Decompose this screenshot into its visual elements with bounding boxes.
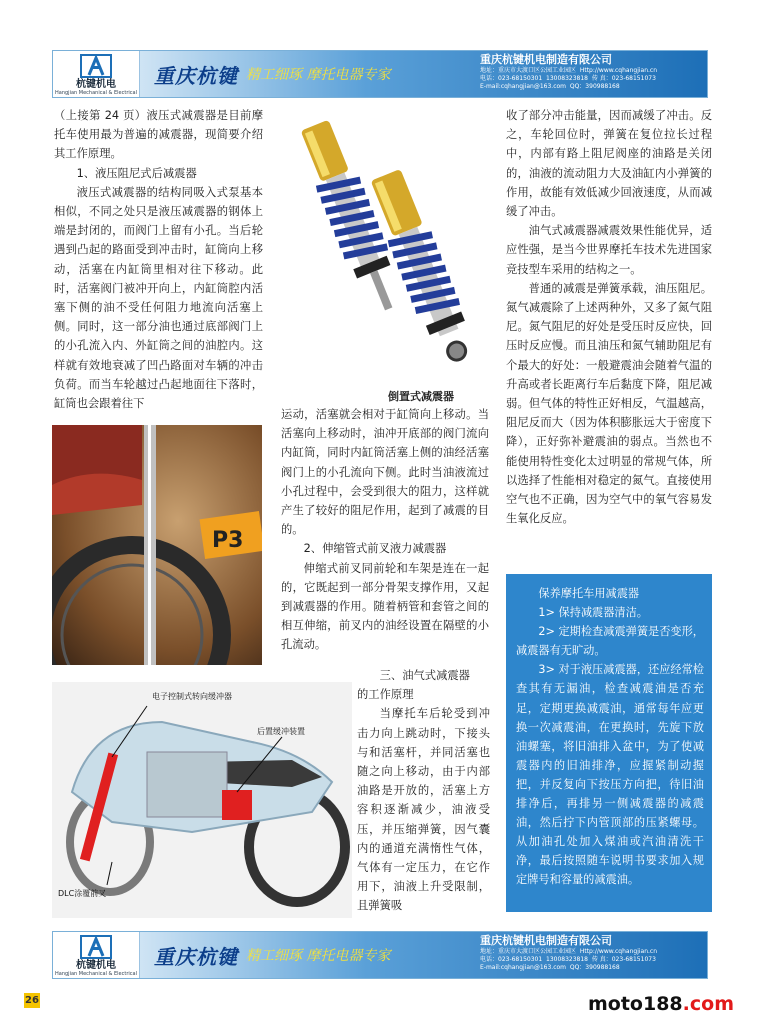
article-column-1 <box>54 106 263 413</box>
paragraph: 伸缩式前叉同前轮和车架是连在一起的，它既起到一部分骨架支撑作用，又起到减震器的作用。随着柄管和套管之间的相互伸缩，前叉内的油经设置在隔壁的小孔流动。 <box>281 561 489 652</box>
slogan: 精工细琢 摩托电器专家 <box>246 948 391 964</box>
logo-name: 杭键机电 <box>76 959 116 971</box>
logo-icon <box>79 53 113 79</box>
logo-subtitle: Hangjian Mechanical & Electrical <box>55 970 137 977</box>
company-phone: 电话：023-68150301 13008323818 传 真：023-68151073 <box>480 956 656 963</box>
company-phone: 电话：023-68150301 13008323818 传 真：023-68151073 <box>480 75 656 82</box>
company-name: 重庆杭键机电制造有限公司 <box>480 934 612 947</box>
paragraph: 油气式减震器减震效果性能优异，适应性强，是当今世界摩托车技术先进国家竞技型车采用的结构之一。 <box>506 224 712 276</box>
logo <box>53 932 140 978</box>
paragraph: 收了部分冲击能量，因而减缓了冲击。反之，车轮回位时，弹簧在复位拉长过程中，内部有路上阻尼阀座的油路是关闭的，油液的流动阻力大及油缸内小弹簧的作用，故能有效低减少回液速度，从而减缓了冲击。 <box>506 109 712 219</box>
paragraph: 1、液压阻尼式后减震器 <box>76 166 197 180</box>
diagram-label-steering-damper: 电子控制式转向缓冲器 <box>152 692 232 701</box>
brand-name: 重庆杭键 <box>154 944 238 969</box>
paragraph: 当摩托车后轮受到冲击力向上跳动时，下接头与和活塞杆，并同活塞也随之向上移动，由于内部油路是开放的，活塞上方容积逐渐减少，油液受压，并压缩弹簧，因气囊内的通道充满惰性气体，气体有一定压力，在它作用下，油液上升受限制，且弹簧吸 <box>357 707 490 913</box>
page-number: 26 <box>25 995 39 1006</box>
logo-subtitle: Hangjian Mechanical & Electrical <box>55 89 137 96</box>
footer-banner <box>52 931 708 979</box>
diagram-label-front-fork: DLC涂覆前叉 <box>58 889 107 898</box>
maintenance-tips-box <box>506 574 712 912</box>
slogan: 精工细琢 摩托电器专家 <box>246 67 391 83</box>
site-watermark[interactable]: moto188.com <box>588 993 734 1015</box>
paragraph: 液压式减震器的结构同吸入式泵基本相似，不同之处只是液压减震器的钢体上端是封闭的，而阀门上留有小孔。当后轮遇到凸起的路面受到冲击时，缸筒向上移动，活塞在内缸筒里相对往下移动。此时，活塞阀门被冲开向上，内缸筒腔内活塞下侧的油不受任何阻力地流向活塞上侧。同时，这一部分油也通过底部阀门上的小孔流入内、外缸筒之间的油腔内。这样就有效地衰减了凹凸路面对车辆的冲击负荷。而当车轮越过凸起地面往下落时，缸筒也会跟着往下 <box>54 185 263 411</box>
company-info <box>480 53 657 91</box>
article-column-3 <box>506 106 712 528</box>
diagram-label-rear-shock: 后置缓冲装置 <box>257 727 305 736</box>
article-column-2 <box>281 405 489 655</box>
front-fork-photo <box>52 425 262 665</box>
paragraph: 的工作原理 <box>357 688 414 702</box>
company-info <box>480 934 657 972</box>
company-address: 地址：重庆市大渡口区公园工业园区 Http://www.cqhangjian.cn <box>480 67 658 74</box>
brand-name: 重庆杭键 <box>154 63 238 88</box>
company-email: E-mail:cqhangjian@163.com QQ：390988168 <box>480 83 620 90</box>
footer-band <box>140 932 707 978</box>
shock-absorber-caption: 倒置式减震器 <box>388 390 454 403</box>
paragraph: 三、油气式减震器 <box>379 669 470 682</box>
header-band <box>140 51 707 97</box>
logo-name: 杭键机电 <box>76 78 116 90</box>
paragraph: 普通的减震是弹簧承载，油压阻尼。氮气减震除了上述两种外，又多了氮气阻尼。氮气阻尼的好处是受压时反应快，回压时反应慢。而且油压和氮气辅助阻尼有个最大的好处：一般避震油会随着气温的升高或者长距离行车后黏度下降，阻尼减弱。但气体的特性正好相反，气温越高，阻尼反而大（因为体积膨胀远大于密度下降），正好弥补避震油的弱点。当然也不能使用特性变化太过明显的常规气体，所以选择了性能相对稳定的氮气。直接使用空气也不正确，因为空气中的氧气容易发生氧化反应。 <box>506 281 712 526</box>
company-name: 重庆杭键机电制造有限公司 <box>480 53 612 66</box>
paragraph: （上接第 24 页）液压式减震器是目前摩托车使用最为普遍的减震器，现简要介绍其工作原理。 <box>54 109 263 161</box>
paragraph: 2、伸缩管式前叉液力减震器 <box>303 542 447 556</box>
logo <box>53 51 140 97</box>
tips-title: 保养摩托车用减震器 <box>538 587 640 600</box>
tip-item: 2> 定期检查减震弹簧是否变形，减震器有无旷动。 <box>516 625 704 658</box>
paragraph: 运动，活塞就会相对于缸筒向上移动。当活塞向上移动时，油冲开底部的阀门流向内缸筒，同时内缸筒活塞上侧的油经活塞阀门上的小孔流向下侧。此时当油液流过小孔过程中，会受到很大的阻力，这样就产生了较好的阻尼作用，起到了减震的目的。 <box>281 408 489 537</box>
logo-icon <box>79 934 113 960</box>
license-plate-text: P3 <box>212 528 244 553</box>
tip-item: 1> 保持减震器清洁。 <box>538 606 648 620</box>
header-banner <box>52 50 708 98</box>
tip-item: 3> 对于液压减震器，还应经常检查其有无漏油，检查减震油是否充足，定期更换减震油，通常每年应更换一次减震油，在更换时，先旋下放油螺塞，将旧油排入盆中，为了使减震器内的旧油排净，应握紧制动握把，并反复向下按压方向把，待旧油排净后，再排另一侧减震器的减震油，然后拧下内管顶部的压紧螺母。从加油孔处加入煤油或汽油清洗干净，最后按照随车说明书要求加入规定牌号和容量的减震油。 <box>516 663 704 887</box>
article-column-2b <box>357 666 490 916</box>
company-address: 地址：重庆市大渡口区公园工业园区 Http://www.cqhangjian.cn <box>480 948 658 955</box>
company-email: E-mail:cqhangjian@163.com QQ：390988168 <box>480 964 620 971</box>
shock-absorber-photo <box>282 108 492 393</box>
motorcycle-cutaway-diagram <box>52 682 352 918</box>
